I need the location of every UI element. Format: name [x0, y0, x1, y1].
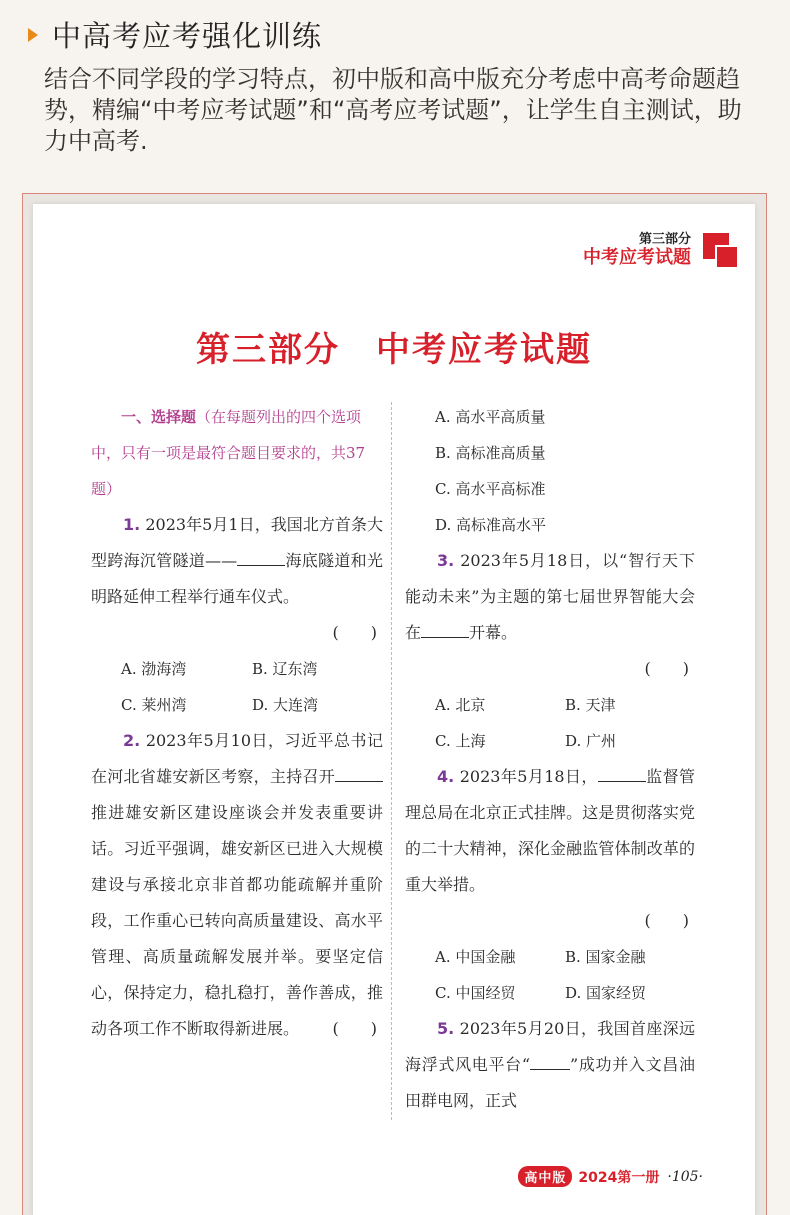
corner-main: 中考应考试题 — [583, 247, 691, 268]
option: B. 天津 — [565, 696, 616, 714]
option: C. 上海 — [435, 732, 486, 750]
option: D. 广州 — [565, 732, 617, 750]
question-text: ”成功并入文昌油田群电网，正式 — [405, 1055, 695, 1110]
answer-blank — [237, 550, 285, 566]
option: D. 大连湾 — [252, 696, 319, 714]
sample-page-frame — [22, 193, 767, 1215]
question-number: 5. — [437, 1019, 455, 1038]
option: C. 高水平高标准 — [435, 480, 546, 498]
intro-text: 结合不同学段的学习特点，初中版和高中版充分考虑中高考命题趋势，精编“中考应考试题”和“高考应考试题”，让学生自主测试，助力中高考. — [44, 65, 742, 155]
option: B. 高标准高质量 — [435, 444, 546, 462]
question-number: 4. — [437, 767, 455, 786]
column-divider — [391, 402, 392, 1120]
question-text: 2023年5月18日，以“智行天下 能动未来”为主题的第七届世界智能大会在 — [405, 551, 711, 642]
option: A. 北京 — [435, 696, 486, 714]
heading-title: 中高考应考强化训练 — [52, 19, 323, 53]
question-text: 海底隧道和光明路延伸工程举行通车仪式。 — [91, 551, 383, 606]
section-title: 一、选择题 — [121, 408, 197, 426]
option: D. 国家经贸 — [565, 984, 647, 1002]
answer-blank — [421, 622, 469, 638]
question-1 — [91, 507, 383, 615]
option: C. 莱州湾 — [121, 696, 187, 714]
corner-sub: 第三部分 — [638, 232, 691, 247]
answer-blank — [335, 766, 383, 782]
edition-label: 2024第一册 — [578, 1169, 660, 1186]
question-text: 开幕。 — [469, 623, 518, 642]
edition-badge: 高中版 — [518, 1166, 572, 1187]
page-footer — [518, 1166, 703, 1187]
red-square-icon — [703, 233, 739, 269]
question-text: 2023年5月10日，习近平总书记在河北省雄安新区考察，主持召开 — [91, 731, 383, 786]
options — [91, 651, 383, 723]
part-title: 第三部分 中考应考试题 — [196, 330, 592, 370]
answer-paren: ( ) — [332, 1019, 377, 1038]
option: A. 高水平高质量 — [435, 408, 546, 426]
option: D. 高标准高水平 — [435, 516, 547, 534]
answer-blank — [530, 1054, 570, 1070]
question-text: 监督管理总局在北京正式挂牌。这是贯彻落实党的二十大精神，深化金融监管体制改革的重大举措。 — [405, 767, 695, 894]
options — [405, 687, 695, 759]
answer-paren: ( ) — [332, 623, 377, 642]
sample-page — [33, 204, 755, 1215]
question-number: 2. — [123, 731, 141, 750]
answer-paren: ( ) — [644, 911, 689, 930]
question-number: 3. — [437, 551, 455, 570]
corner-label — [583, 232, 739, 269]
question-text: 2023年5月1日，我国北方首条大型跨海沉管隧道—— — [91, 515, 383, 570]
option: B. 国家金融 — [565, 948, 646, 966]
question-5 — [405, 1011, 695, 1119]
question-text: 2023年5月20日，我国首座深远海浮式风电平台“ — [405, 1019, 695, 1074]
section-heading — [91, 399, 383, 507]
left-column — [91, 399, 383, 1047]
triangle-bullet-icon — [28, 28, 38, 42]
page-number: ·105· — [667, 1168, 703, 1185]
question-number: 1. — [123, 515, 141, 534]
options — [405, 939, 695, 1011]
question-2 — [91, 723, 383, 1047]
answer-paren: ( ) — [644, 659, 689, 678]
right-column — [405, 399, 711, 1119]
question-text: 2023年5月18日， — [459, 767, 598, 786]
question-text: 推进雄安新区建设座谈会并发表重要讲话。习近平强调，雄安新区已进入大规模建设与承接北京非首都功能疏解并重阶段，工作重心已转向高质量建设、高水平管理、高质量疏解发展并举。要坚定信心，保持定力，稳扎稳打，善作善成，推动各项工作不断取得新进展。 — [91, 803, 383, 1038]
question-4 — [405, 759, 695, 903]
option: C. 中国经贸 — [435, 984, 516, 1002]
intro-header — [0, 0, 790, 180]
heading-row — [28, 14, 322, 55]
option: A. 渤海湾 — [121, 660, 187, 678]
section-note: （在每题列出的四个选项中，只有一项是最符合题目要求的，共37题） — [91, 408, 366, 498]
question-3 — [405, 543, 711, 651]
option: B. 辽东湾 — [252, 660, 318, 678]
option: A. 中国金融 — [435, 948, 516, 966]
answer-blank — [598, 766, 646, 782]
